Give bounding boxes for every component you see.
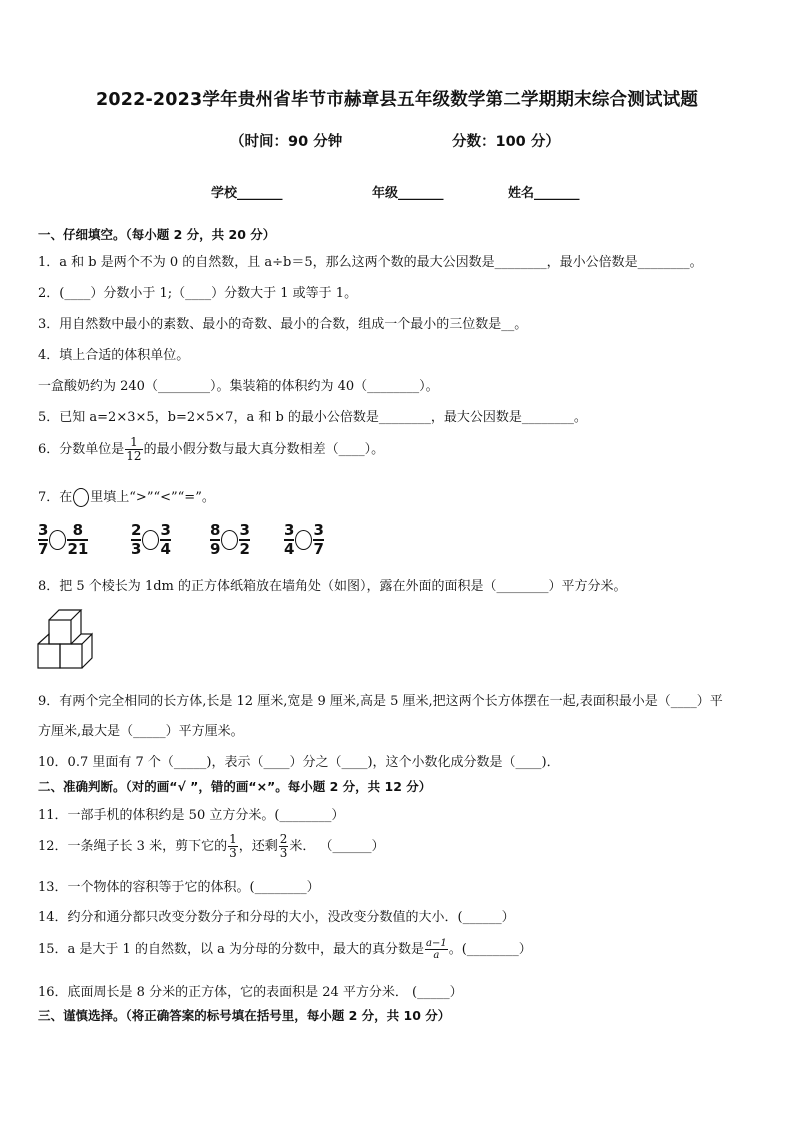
question-2: 2．(____）分数小于 1;（____）分数大于 1 或等于 1。 xyxy=(38,286,358,301)
stacked-cubes-figure xyxy=(37,606,101,670)
right-fraction xyxy=(67,522,88,558)
cube-front-face xyxy=(60,644,82,668)
numerator: 3 xyxy=(38,521,49,539)
question-9-continued: 方厘米,最大是（_____）平方厘米。 xyxy=(38,724,244,739)
question-11: 11．一部手机的体积约是 50 立方分米。(________） xyxy=(38,808,345,823)
denominator: 4 xyxy=(160,540,171,558)
question-16: 16．底面周长是 8 分米的正方体，它的表面积是 24 平方分米． (_____） xyxy=(38,985,463,1000)
question-15-end: 。(________） xyxy=(448,942,532,957)
question-14: 14．约分和通分都只改变分数分子和分母的大小，没改变分数值的大小．(______） xyxy=(38,910,515,925)
denominator: 9 xyxy=(210,540,221,558)
question-12-middle: ，还剩 xyxy=(238,839,278,854)
denominator: 21 xyxy=(67,540,89,558)
cube-front-face xyxy=(49,620,71,644)
question-4-detail: 一盒酸奶约为 240（________）。集装箱的体积约为 40（________）。 xyxy=(38,379,439,394)
fraction-denominator: 12 xyxy=(126,449,142,463)
fraction-numerator: 2 xyxy=(279,832,288,846)
numerator: 3 xyxy=(239,521,250,539)
numerator: 2 xyxy=(131,521,142,539)
section-heading-3: 三、谨慎选择。（将正确答案的标号填在括号里，每小题 2 分，共 10 分） xyxy=(38,1008,451,1023)
fraction-denominator: 3 xyxy=(229,846,237,860)
question-7 xyxy=(38,486,215,507)
left-fraction xyxy=(131,522,141,558)
fraction-one-twelfth xyxy=(125,436,142,463)
fraction-two-thirds xyxy=(279,833,289,860)
cube-top-face xyxy=(38,634,49,644)
denominator: 3 xyxy=(131,540,142,558)
question-12 xyxy=(38,833,385,860)
question-8: 8．把 5 个棱长为 1dm 的正方体纸箱放在墙角处（如图），露在外面的面积是（________）平方分米。 xyxy=(38,579,627,594)
cube-side-face xyxy=(82,634,92,668)
question-3: 3．用自然数中最小的素数、最小的奇数、最小的合数，组成一个最小的三位数是__。 xyxy=(38,317,528,332)
question-13: 13．一个物体的容积等于它的体积。(________） xyxy=(38,880,320,895)
question-10: 10．0.7 里面有 7 个（_____)，表示（____）分之（____)，这个小数化成分数是（____)． xyxy=(38,755,560,770)
question-7-start: 7．在 xyxy=(38,490,73,505)
school-field: 学校_______ xyxy=(211,186,283,201)
compare-item-1 xyxy=(38,522,88,558)
compare-circle-icon xyxy=(295,530,312,550)
question-6-start: 6．分数单位是 xyxy=(38,442,125,457)
fraction-numerator: a−1 xyxy=(425,938,447,949)
page-title: 2022-2023学年贵州省毕节市赫章县五年级数学第二学期期末综合测试试题 xyxy=(95,90,699,110)
grade-field: 年级_______ xyxy=(372,186,444,201)
question-12-start: 12．一条绳子长 3 米，剪下它的 xyxy=(38,839,228,854)
question-12-end: 米． （______） xyxy=(289,839,385,854)
denominator: 4 xyxy=(284,540,295,558)
exam-time: （时间：90 分钟 xyxy=(230,134,343,150)
question-1: 1．a 和 b 是两个不为 0 的自然数，且 a÷b＝5，那么这两个数的最大公因数是________，最小公倍数是________。 xyxy=(38,255,703,270)
section-heading-1: 一、仔细填空。（每小题 2 分，共 20 分） xyxy=(38,227,276,242)
section-heading-2: 二、准确判断。（对的画“√ ”，错的画“×”。每小题 2 分，共 12 分） xyxy=(38,779,432,794)
denominator: 2 xyxy=(239,540,250,558)
compare-item-4 xyxy=(284,522,324,558)
denominator: 7 xyxy=(313,540,324,558)
question-4: 4．填上合适的体积单位。 xyxy=(38,348,190,363)
numerator: 3 xyxy=(284,521,295,539)
question-7-end: 里填上“>”“<”“=”。 xyxy=(90,490,215,505)
cube-drawing xyxy=(38,610,92,668)
exam-score: 分数：100 分） xyxy=(452,134,560,150)
fraction-a-minus-one-over-a xyxy=(425,938,448,961)
blank-circle-icon xyxy=(73,488,89,507)
cube-top-face xyxy=(49,610,81,620)
denominator: 7 xyxy=(38,540,49,558)
right-fraction xyxy=(313,522,323,558)
fraction-numerator: 1 xyxy=(229,832,237,846)
question-9: 9．有两个完全相同的长方体,长是 12 厘米,宽是 9 厘米,高是 5 厘米,把这两个长方体摆在一起,表面积最小是（____）平 xyxy=(38,694,723,709)
fraction-denominator: 3 xyxy=(279,846,288,860)
question-15-start: 15．a 是大于 1 的自然数，以 a 为分母的分数中，最大的真分数是 xyxy=(38,942,424,957)
question-5: 5．已知 a=2×3×5，b=2×5×7，a 和 b 的最小公倍数是________，最大公因数是________。 xyxy=(38,410,587,425)
fraction-numerator: 1 xyxy=(125,436,142,450)
numerator: 3 xyxy=(313,521,324,539)
right-fraction xyxy=(160,522,170,558)
left-fraction xyxy=(284,522,294,558)
fraction-one-third xyxy=(228,833,238,860)
left-fraction xyxy=(38,522,48,558)
cube-front-face xyxy=(38,644,60,668)
question-6-end: 的最小假分数与最大真分数相差（____）。 xyxy=(143,442,385,457)
name-field: 姓名_______ xyxy=(508,186,580,201)
left-fraction xyxy=(210,522,220,558)
compare-item-3 xyxy=(210,522,250,558)
fraction-denominator: a xyxy=(433,950,440,961)
exam-subtitle xyxy=(230,130,590,151)
compare-circle-icon xyxy=(142,530,159,550)
numerator: 8 xyxy=(210,521,221,539)
question-6 xyxy=(38,436,384,463)
numerator: 3 xyxy=(160,521,171,539)
compare-circle-icon xyxy=(49,530,66,550)
numerator: 8 xyxy=(67,522,88,541)
question-15 xyxy=(38,938,532,961)
compare-circle-icon xyxy=(221,530,238,550)
right-fraction xyxy=(239,522,249,558)
compare-item-2 xyxy=(131,522,171,558)
